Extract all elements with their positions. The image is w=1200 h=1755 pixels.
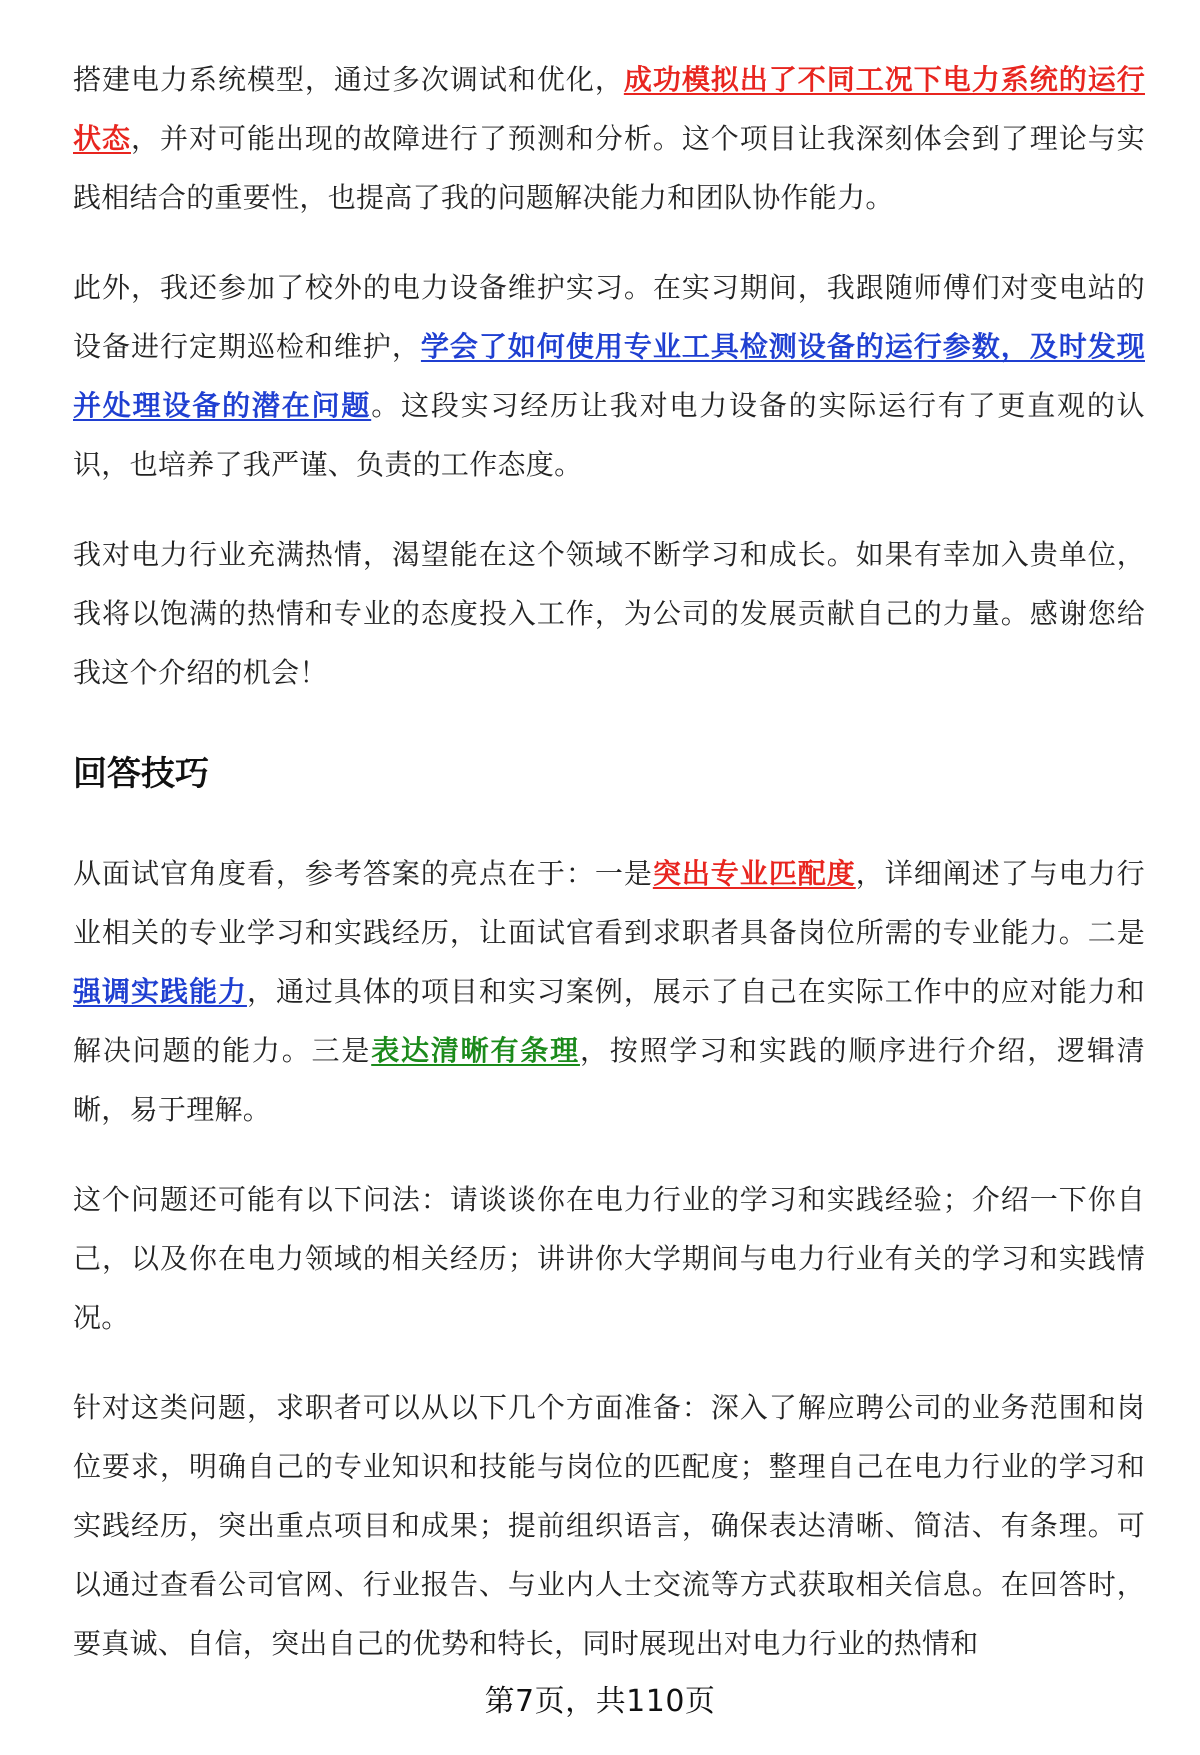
paragraph-text: 这个问题还可能有以下问法：请谈谈你在电力行业的学习和实践经验；介绍一下你自己，以及你在电力领域的相关经历；讲讲你大学期间与电力行业有关的学习和实践情况。	[73, 1183, 1145, 1334]
section-heading: 回答技巧	[73, 754, 209, 794]
document-body	[73, 50, 1145, 1704]
highlight-green: 表达清晰有条理	[371, 1034, 580, 1067]
paragraph-text: ，详细阐述了与电力行业相关的专业学习和实践经历，让面试官看到求职者具备岗位所需的专业能力。二是	[73, 857, 1145, 949]
paragraph-internship	[73, 258, 1145, 494]
paragraph-text: ，通过具体的项目和实习案例，展示了自己在实际工作中的应对能力和解决问题的能力。三是	[73, 975, 1145, 1067]
paragraph-text: 从面试官角度看，参考答案的亮点在于：一是	[73, 857, 653, 890]
paragraph-highlights	[73, 844, 1145, 1139]
paragraph-preparation	[73, 1378, 1145, 1673]
paragraph-text: 。这段实习经历让我对电力设备的实际运行有了更直观的认识，也培养了我严谨、负责的工作态度。	[73, 389, 1145, 481]
paragraph-project	[73, 50, 1145, 227]
paragraph-text: 针对这类问题，求职者可以从以下几个方面准备：深入了解应聘公司的业务范围和岗位要求，明确自己的专业知识和技能与岗位的匹配度；整理自己在电力行业的学习和实践经历，突出重点项目和成果；提前组织语言，确保表达清晰、简洁、有条理。可以通过查看公司官网、行业报告、与业内人士交流等方式获取相关信息。在回答时，要真诚、自信，突出自己的优势和特长，同时展现出对电力行业的热情和	[73, 1391, 1145, 1660]
paragraph-text: 搭建电力系统模型，通过多次调试和优化，	[73, 63, 624, 96]
paragraph-text: 此外，我还参加了校外的电力设备维护实习。在实习期间，我跟随师傅们对变电站的设备进行定期巡检和维护，	[73, 271, 1145, 363]
paragraph-variants	[73, 1170, 1145, 1347]
paragraph-text: ，按照学习和实践的顺序进行介绍，逻辑清晰，易于理解。	[73, 1034, 1146, 1126]
paragraph-closing	[73, 525, 1145, 702]
paragraph-text: 我对电力行业充满热情，渴望能在这个领域不断学习和成长。如果有幸加入贵单位，我将以饱满的热情和专业的态度投入工作，为公司的发展贡献自己的力量。感谢您给我这个介绍的机会！	[73, 538, 1145, 689]
page-number: 第7页，共110页	[484, 1684, 716, 1719]
highlight-red: 突出专业匹配度	[652, 857, 856, 890]
highlight-blue: 学会了如何使用专业工具检测设备的运行参数，及时发现并处理设备的潜在问题	[73, 330, 1145, 422]
highlight-blue: 强调实践能力	[73, 975, 247, 1008]
highlight-red: 成功模拟出了不同工况下电力系统的运行状态	[73, 63, 1145, 155]
paragraph-text: ，并对可能出现的故障进行了预测和分析。这个项目让我深刻体会到了理论与实践相结合的重要性，也提高了我的问题解决能力和团队协作能力。	[73, 122, 1145, 214]
